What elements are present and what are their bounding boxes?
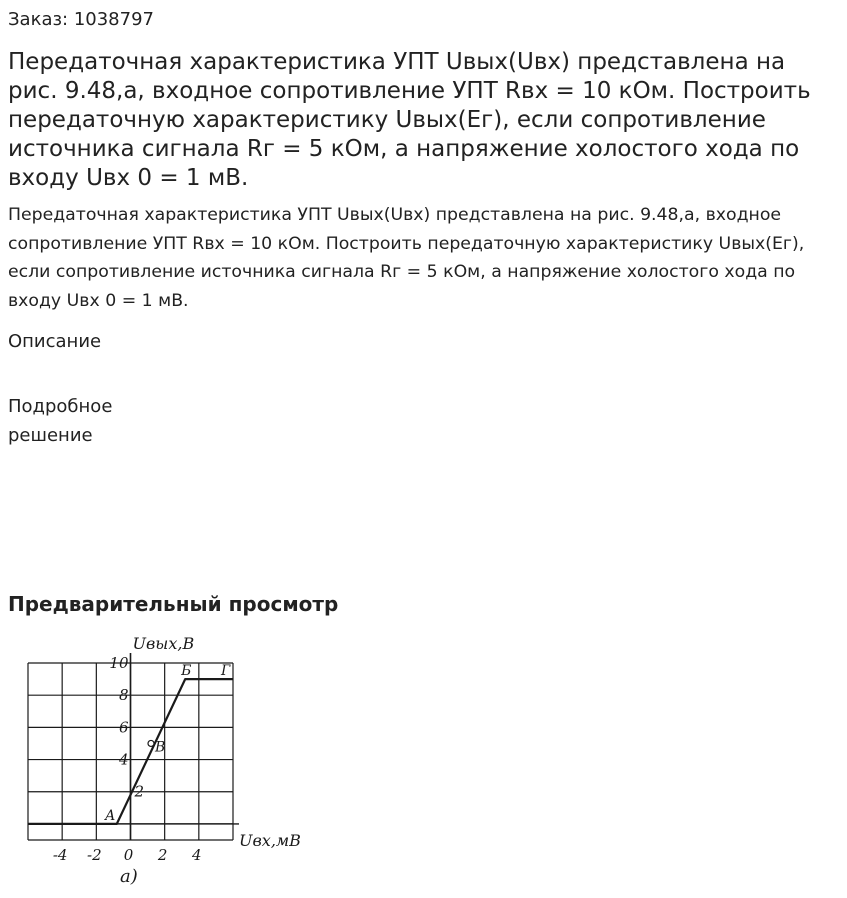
y-tick-label: 6 (118, 718, 129, 737)
y-tick-label: 8 (118, 686, 129, 705)
x-axis-label: Uвх,мВ (239, 831, 301, 850)
x-tick-label: 2 (157, 846, 168, 864)
x-tick-label: 4 (192, 846, 202, 864)
task-description: Передаточная характеристика УПТ Uвых(Uвх) представлена на рис. 9.48,а, входное сопротивление УПТ Rвх = 10 кОм. Построить передаточную характеристику Uвых(Eг), если сопротивление источника сигнала Rг = 5 кОм, а напряжение холостого хода по входу Uвх 0 = 1 мВ. (8, 205, 805, 311)
x-tick-label: -4 (52, 846, 68, 864)
figure-caption: а) (120, 866, 138, 887)
point-label: В (155, 739, 166, 756)
order-number: Заказ: 1038797 (8, 9, 154, 30)
point-marker (148, 740, 154, 746)
solution-label: Подробное решение (8, 396, 113, 446)
point-label: А (104, 807, 116, 824)
point-label: Б (181, 663, 192, 680)
y-tick-label: 2 (134, 782, 145, 801)
description-label: Описание (8, 331, 102, 352)
y-tick-label: 4 (118, 750, 129, 769)
preview-image (0, 630, 320, 890)
transfer-characteristic-chart (0, 630, 320, 890)
x-tick-label: 0 (123, 846, 134, 864)
point-label: Г (221, 663, 231, 680)
preview-title: Предварительный просмотр (8, 592, 339, 616)
task-title: Передаточная характеристика УПТ Uвых(Uвх) представлена на рис. 9.48,а, входное сопротивление УПТ Rвх = 10 кОм. Построить передаточную характеристику Uвых(Eг), если сопротивление источника сигнала Rг = 5 кОм, а напряжение холостого хода по входу Uвх 0 = 1 мВ. (8, 49, 811, 191)
y-axis-label: Uвых,В (132, 634, 195, 653)
x-tick-label: -2 (87, 846, 102, 864)
y-tick-label: 10 (109, 654, 129, 672)
